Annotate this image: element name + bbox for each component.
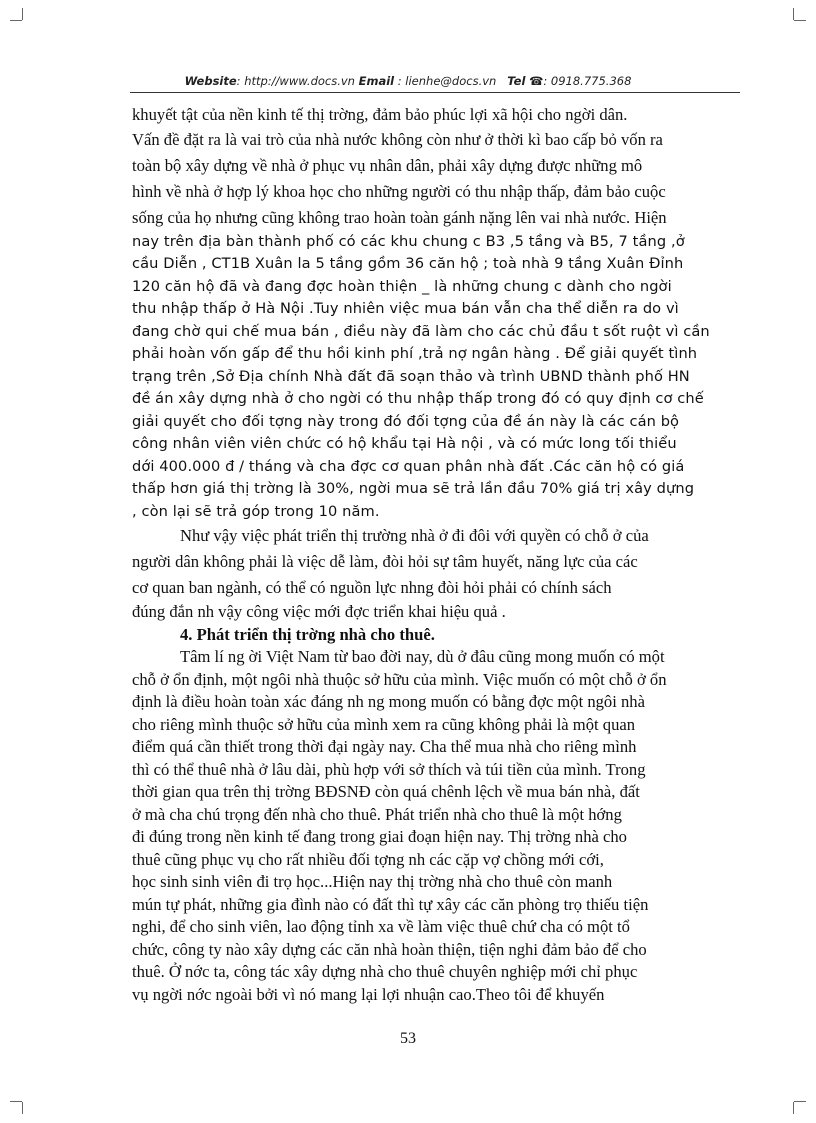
crop-mark xyxy=(794,20,806,21)
text-line: Như vậy việc phát triển thị trường nhà ở đi đôi với quyền có chỗ ở của xyxy=(180,526,649,545)
section-heading: 4. Phát triển thị trờng nhà cho thuê. xyxy=(180,624,435,644)
text-line: học sinh sinh viên đi trọ học...Hiện nay thị trờng nhà cho thuê còn manh xyxy=(132,872,613,891)
text-line: cơ quan ban ngành, có thể có nguồn lực nhng đòi hỏi phải có chính sách xyxy=(132,578,612,597)
text-line: 120 căn hộ đã và đang đợc hoàn thiện _ là những chung c dành cho ngời xyxy=(132,277,672,295)
text-line: công nhân viên viên chức có hộ khẩu tại Hà nội , và có mức long tối thiểu xyxy=(132,435,677,452)
crop-mark xyxy=(793,8,794,20)
website-label: Website xyxy=(184,74,237,88)
text-line: đi đúng trong nền kinh tế đang trong giai đoạn hiện nay. Thị trờng nhà cho xyxy=(132,827,627,846)
text-line: chỗ ở ổn định, một ngôi nhà thuộc sở hữu của mình. Việc muốn có một chỗ ở ổn xyxy=(132,669,667,689)
header-rule xyxy=(130,92,740,93)
text-line: thì có thể thuê nhà ở lâu dài, phù hợp với sở thích và túi tiền của mình. Trong xyxy=(132,759,646,779)
crop-mark xyxy=(22,1102,23,1114)
tel-label: Tel xyxy=(507,74,526,88)
text-line: thu nhập thấp ở Hà Nội .Tuy nhiên việc mua bán vẫn cha thể diễn ra do vì xyxy=(132,300,679,317)
text-line: phải hoàn vốn gấp để thu hồi kinh phí ,trả nợ ngân hàng . Để giải quyết tình xyxy=(132,345,698,362)
text-line: nay trên địa bàn thành phố có các khu chung c B3 ,5 tầng và B5, 7 tầng ,ở xyxy=(132,232,685,250)
crop-mark xyxy=(10,20,22,21)
text-line: , còn lại sẽ trả góp trong 10 năm. xyxy=(132,502,380,520)
text-line: hình về nhà ở hợp lý khoa học cho những người có thu nhập thấp, đảm bảo cuộc xyxy=(132,181,666,201)
text-line: đang chờ qui chế mua bán , điều này đã làm cho các chủ đầu t sốt ruột vì cần xyxy=(132,322,710,340)
text-line: giải quyết cho đối tợng này trong đó đối tợng của đề án này là các cán bộ xyxy=(132,412,680,430)
phone-icon: ☎ xyxy=(529,74,544,88)
text-line: thời gian qua trên thị trờng BĐSNĐ còn quá chênh lệch về mua bán nhà, đất xyxy=(132,782,640,801)
text-line: sống của họ nhưng cũng không trao hoàn toàn gánh nặng lên vai nhà nước. Hiện xyxy=(132,207,667,227)
crop-mark xyxy=(794,1101,806,1102)
text-line: dới 400.000 đ / tháng và cha đợc cơ quan phân nhà đất .Các căn hộ có giá xyxy=(132,457,685,475)
text-line: cho riêng mình thuộc sở hữu của mình xem ra cũng không phải là một quan xyxy=(132,714,636,734)
tel-number: : 0918.775.368 xyxy=(543,74,632,88)
text-line: toàn bộ xây dựng về nhà ở phục vụ nhân dân, phải xây dựng được những mô xyxy=(132,155,643,175)
text-line: thấp hơn giá thị trờng là 30%, ngời mua sẽ trả lần đầu 70% giá trị xây dựng xyxy=(132,480,695,497)
crop-mark xyxy=(22,8,23,20)
text-line: Vấn đề đặt ra là vai trò của nhà nước không còn như ở thời kì bao cấp bỏ vốn ra xyxy=(132,129,663,149)
text-line: điểm quá cần thiết trong thời đại ngày nay. Cha thể mua nhà cho riêng mình xyxy=(132,737,637,756)
text-line: định là điều hoàn toàn xác đáng nh ng mong muốn có bằng đợc một ngôi nhà xyxy=(132,692,645,711)
text-line: nghi, để cho sinh viên, lao động tỉnh xa về làm việc thuê chứ cha có một tổ xyxy=(132,917,630,936)
text-line: vụ ngời nớc ngoài bởi vì nó mang lại lợi nhuận cao.Theo tôi để khuyến xyxy=(132,984,605,1004)
text-line: thuê cũng phục vụ cho rất nhiều đối tợng nh các cặp vợ chồng mới cới, xyxy=(132,849,604,869)
website-url: : http://www.docs.vn xyxy=(236,74,355,88)
text-line: khuyết tật của nền kinh tế thị trờng, đảm bảo phúc lợi xã hội cho ngời dân. xyxy=(132,105,628,124)
page-header xyxy=(0,74,816,88)
email-label: Email xyxy=(358,74,395,88)
crop-mark xyxy=(10,1101,22,1102)
text-line: đề án xây dựng nhà ở cho ngời có thu nhập thấp trong đó có quy định cơ chế xyxy=(132,390,704,407)
text-line: đúng đắn nh vậy công việc mới đợc triển khai hiệu quả . xyxy=(132,602,506,621)
document-body xyxy=(132,104,738,1006)
text-line: người dân không phải là việc dễ làm, đòi hỏi sự tâm huyết, năng lực của các xyxy=(132,552,638,571)
crop-mark xyxy=(793,1102,794,1114)
email-address: : lienhe@docs.vn xyxy=(397,74,497,88)
page-number: 53 xyxy=(400,1030,416,1047)
text-line: mún tự phát, những gia đình nào có đất thì tự xây các căn phòng trọ thiếu tiện xyxy=(132,894,649,914)
text-line: cầu Diễn , CT1B Xuân la 5 tầng gồm 36 căn hộ ; toà nhà 9 tầng Xuân Đỉnh xyxy=(132,255,684,272)
text-line: Tâm lí ng ời Việt Nam từ bao đời nay, dù ở đâu cũng mong muốn có một xyxy=(180,647,665,666)
text-line: chức, công ty nào xây dựng các căn nhà hoàn thiện, tiện nghi đảm bảo để cho xyxy=(132,939,647,959)
text-line: ở mà cha chú trọng đến nhà cho thuê. Phát triển nhà cho thuê là một hớng xyxy=(132,804,622,824)
text-line: trạng trên ,Sở Địa chính Nhà đất đã soạn thảo và trình UBND thành phố HN xyxy=(132,367,690,385)
text-line: thuê. Ở nớc ta, công tác xây dựng nhà cho thuê chuyên nghiệp mới chỉ phục xyxy=(132,962,638,981)
